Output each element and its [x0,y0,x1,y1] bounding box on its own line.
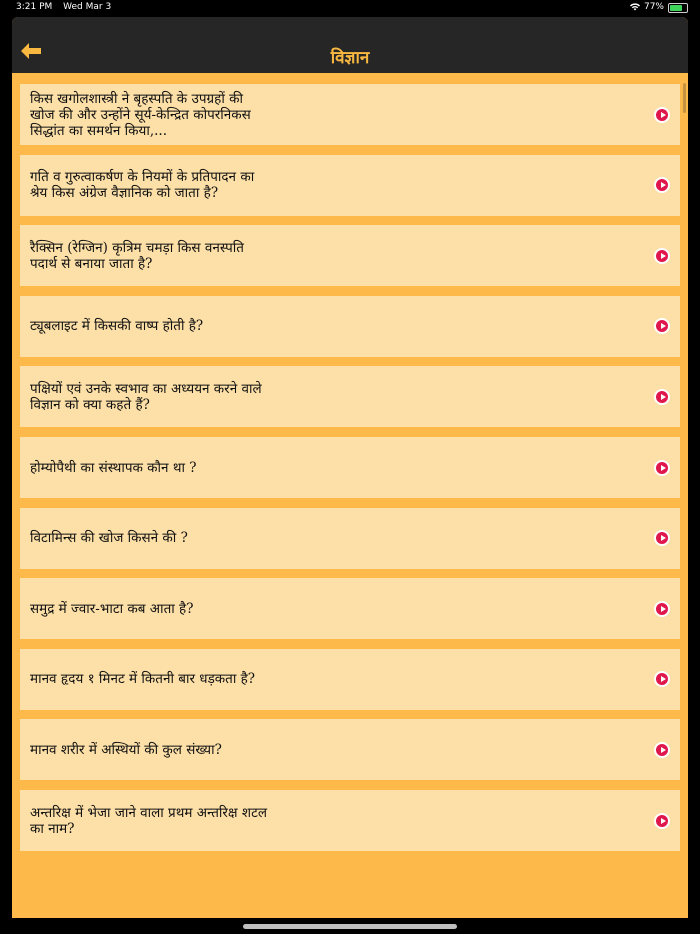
battery-level [670,5,682,11]
scrollbar[interactable] [683,83,686,113]
question-text: रैक्सिन (रेग्जिन) कृत्रिम चमड़ा किस वनस्पति पदार्थ से बनाया जाता है? [30,239,244,272]
question-text: मानव हृदय १ मिनट में कितनी बार धड़कता है? [30,671,256,688]
question-text: ट्यूबलाइट में किसकी वाष्प होती है? [30,318,204,335]
question-card[interactable] [20,578,680,639]
question-text: गति व गुरुत्वाकर्षण के नियमों के प्रतिपादन का श्रेय किस अंग्रेज वैज्ञानिक को जाता है? [30,169,255,202]
wifi-icon [630,3,640,11]
nav-bar [12,17,688,73]
home-indicator[interactable] [243,924,457,929]
question-text: मानव शरीर में अस्थियों की कुल संख्या? [30,741,222,758]
question-card[interactable] [20,296,680,357]
battery-icon [668,3,688,13]
play-icon[interactable] [654,530,670,546]
question-card[interactable] [20,155,680,216]
page-title: विज्ञान [330,48,370,68]
question-card[interactable] [20,508,680,569]
play-icon[interactable] [654,671,670,687]
question-card[interactable] [20,437,680,498]
play-icon[interactable] [654,177,670,193]
play-icon[interactable] [654,107,670,123]
play-icon[interactable] [654,813,670,829]
play-icon[interactable] [654,460,670,476]
play-icon[interactable] [654,389,670,405]
app-screen [12,17,688,918]
question-text: अन्तरिक्ष में भेजा जाने वाला प्रथम अन्तरिक्ष शटल का नाम? [30,804,268,837]
battery-percent: 77% [643,2,664,12]
play-icon[interactable] [654,248,670,264]
question-card[interactable] [20,84,680,145]
play-icon[interactable] [654,318,670,334]
status-date: Wed Mar 3 [63,2,112,12]
question-card[interactable] [20,225,680,286]
question-text: समुद्र में ज्वार-भाटा कब आता है? [30,600,194,617]
question-card[interactable] [20,366,680,427]
status-bar [0,0,700,16]
play-icon[interactable] [654,742,670,758]
question-card[interactable] [20,649,680,710]
question-text: विटामिन्स की खोज किसने की ? [30,530,188,547]
question-text: पक्षियों एवं उनके स्वभाव का अध्ययन करने वाले विज्ञान को क्या कहते हैं? [30,380,262,413]
status-time: 3:21 PM [16,2,53,12]
question-text: होम्योपैथी का संस्थापक कौन था ? [30,459,197,476]
question-card[interactable] [20,790,680,851]
question-card[interactable] [20,719,680,780]
play-icon[interactable] [654,601,670,617]
question-text: किस खगोलशास्त्री ने बृहस्पति के उपग्रहों की खोज की और उन्होंने सूर्य-केन्द्रित कोपरनिकस सिद्धांत का समर्थन किया,... [30,90,251,139]
